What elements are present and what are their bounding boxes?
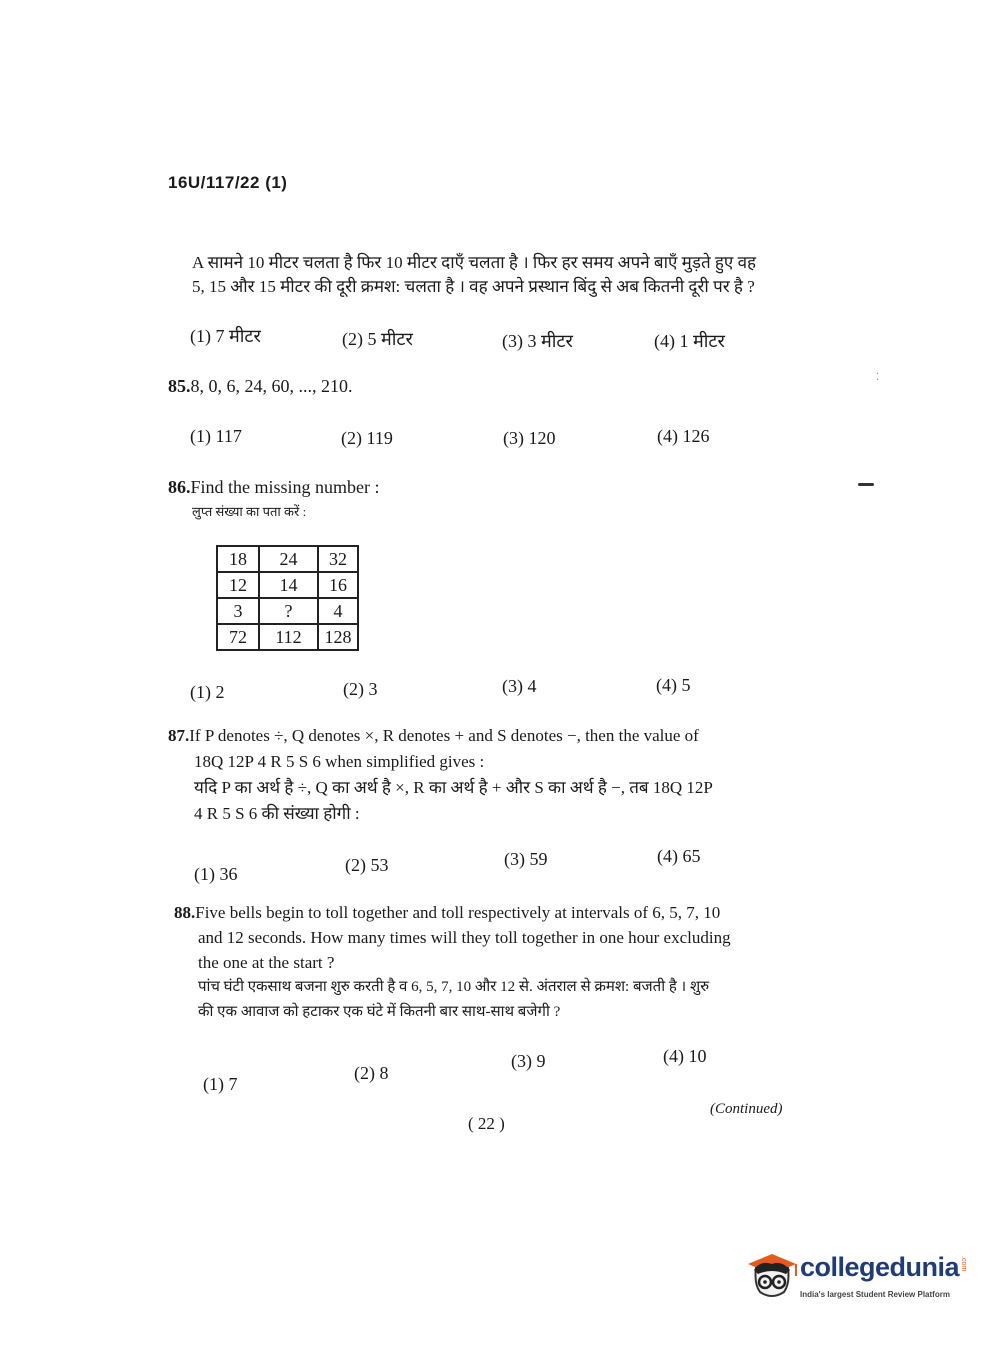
q88-number: 88. [174, 903, 196, 922]
paper-code: 16U/117/22 (1) [168, 173, 288, 192]
q87-line-1 [168, 723, 788, 749]
q86-text-en: Find the missing number : [190, 477, 380, 497]
grid-cell: ? [259, 598, 318, 624]
q84-option-2: (2) 5 मीटर [342, 329, 413, 349]
q86-option-4: (4) 5 [656, 675, 691, 695]
q88-option-1: (1) 7 [203, 1074, 238, 1094]
q85-option-2: (2) 119 [341, 428, 393, 448]
q84-line-2: 5, 15 और 15 मीटर की दूरी क्रमश: चलता है । वह अपने प्रस्थान बिंदु से अब कितनी दूरी पर है ? [192, 277, 755, 296]
q85-option-4: (4) 126 [657, 426, 710, 446]
q85-option-1: (1) 117 [190, 426, 242, 446]
grid-row [217, 598, 358, 624]
q87-option-4: (4) 65 [657, 846, 701, 866]
q88-line-1 [174, 900, 794, 925]
q86-option-1: (1) 2 [190, 682, 225, 702]
q87-line-2: 18Q 12P 4 R 5 S 6 when simplified gives : [194, 752, 485, 771]
grid-cell: 3 [217, 598, 259, 624]
brand-com: .com [960, 1256, 967, 1272]
question-84 [192, 251, 792, 299]
question-87 [168, 723, 788, 827]
mascot-icon [742, 1250, 798, 1308]
grid-cell: 24 [259, 546, 318, 572]
grid-cell: 128 [318, 624, 358, 650]
q84-option-4: (4) 1 मीटर [654, 331, 725, 351]
q84-option-3: (3) 3 मीटर [502, 331, 573, 351]
q84-option-1: (1) 7 मीटर [190, 326, 261, 346]
q86-number: 86. [168, 477, 191, 497]
q85-option-3: (3) 120 [503, 428, 556, 448]
brand-name: collegedunia [800, 1252, 960, 1282]
q87-number: 87. [168, 726, 190, 745]
page-number: ( 22 ) [468, 1114, 505, 1133]
scan-mark [858, 483, 874, 486]
q86-option-2: (2) 3 [343, 679, 378, 699]
q87-line-4: 4 R 5 S 6 की संख्या होगी : [194, 804, 360, 823]
q86-number-grid [216, 545, 359, 651]
q87-option-1: (1) 36 [194, 864, 238, 884]
q87-line-3: यदि P का अर्थ है ÷, Q का अर्थ है ×, R का अर्थ है + और S का अर्थ है −, तब 18Q 12P [194, 778, 713, 797]
q88-option-2: (2) 8 [354, 1063, 389, 1083]
grid-row [217, 546, 358, 572]
grid-cell: 18 [217, 546, 259, 572]
q87-option-2: (2) 53 [345, 855, 389, 875]
brand-tagline: India's largest Student Review Platform [800, 1290, 950, 1299]
q88-option-3: (3) 9 [511, 1051, 546, 1071]
q88-line-2: and 12 seconds. How many times will they toll together in one hour excluding [198, 928, 731, 947]
grid-cell: 14 [259, 572, 318, 598]
q88-line-1-text: Five bells begin to toll together and toll respectively at intervals of 6, 5, 7, 10 [195, 903, 721, 922]
q87-option-3: (3) 59 [504, 849, 548, 869]
scan-dot: ⁚ [876, 372, 880, 383]
q88-option-4: (4) 10 [663, 1046, 707, 1066]
grid-cell: 16 [318, 572, 358, 598]
q88-line-3: the one at the start ? [198, 953, 335, 972]
q88-line-5: की एक आवाज को हटाकर एक घंटे में कितनी बार साथ-साथ बजेगी ? [198, 1004, 561, 1020]
grid-cell: 12 [217, 572, 259, 598]
q84-line-1: A सामने 10 मीटर चलता है फिर 10 मीटर दाएँ चलता है । फिर हर समय अपने बाएँ मुड़ते हुए वह [192, 253, 757, 272]
question-86 [168, 477, 380, 498]
q88-line-4: पांच घंटी एकसाथ बजना शुरु करती है व 6, 5, 7, 10 और 12 से. अंतराल से क्रमश: बजती है । शुरु [198, 979, 710, 995]
q86-text-hi: लुप्त संख्या का पता करें : [192, 504, 307, 519]
grid-row [217, 624, 358, 650]
question-85 [168, 376, 353, 397]
grid-cell: 32 [318, 546, 358, 572]
q85-text: 8, 0, 6, 24, 60, ..., 210. [190, 376, 353, 396]
q87-line-1-text: If P denotes ÷, Q denotes ×, R denotes + and S denotes −, then the value of [189, 726, 699, 745]
q85-number: 85. [168, 376, 191, 396]
grid-row [217, 572, 358, 598]
continued-note: (Continued) [710, 1101, 783, 1117]
question-88 [174, 900, 794, 1025]
grid-cell: 72 [217, 624, 259, 650]
q86-option-3: (3) 4 [502, 676, 537, 696]
grid-cell: 4 [318, 598, 358, 624]
collegedunia-watermark [742, 1250, 972, 1310]
grid-cell: 112 [259, 624, 318, 650]
